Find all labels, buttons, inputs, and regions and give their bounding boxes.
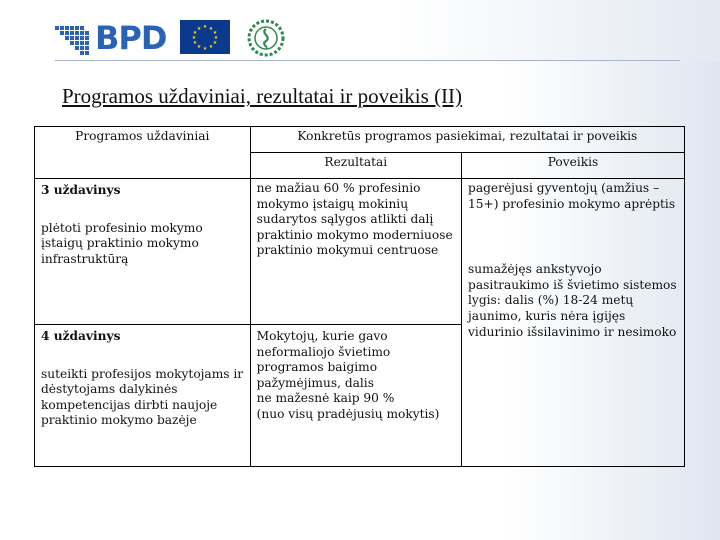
impact-cell <box>462 179 685 467</box>
task-description: suteikti profesijos mokytojams ir dėstytojams dalykinės kompetencijas dirbti naujoje praktinio mokymo bazėje <box>41 366 244 428</box>
svg-text:★: ★ <box>192 30 198 36</box>
svg-text:★: ★ <box>196 26 202 32</box>
svg-text:★: ★ <box>192 40 198 46</box>
svg-text:★: ★ <box>208 26 214 32</box>
task-cell <box>35 179 251 325</box>
svg-text:★: ★ <box>208 44 214 50</box>
impact-text-1: pagerėjusi gyventojų (amžius – 15+) profesinio mokymo aprėptis <box>468 181 676 211</box>
svg-text:★: ★ <box>202 46 208 52</box>
svg-text:★: ★ <box>202 24 208 30</box>
bpd-logo-text: BPD <box>95 19 167 57</box>
result-line: (nuo visų pradėjusių mokytis) <box>256 406 440 421</box>
svg-text:★: ★ <box>212 30 218 36</box>
impact-text-2: sumažėjęs ankstyvojo pasitraukimo iš švietimo sistemos lygis: dalis (%) 18-24 metų jaunimo, kuris nėra įgijęs vidurinio išsilavinimo ir nesimoko <box>468 262 677 339</box>
header-achievements: Konkretūs programos pasiekimai, rezultatai ir poveikis <box>250 127 684 153</box>
eu-flag-icon <box>180 20 230 54</box>
svg-text:★: ★ <box>191 35 197 41</box>
program-table <box>34 126 685 467</box>
header-impact: Poveikis <box>462 153 685 179</box>
svg-text:★: ★ <box>196 44 202 50</box>
result-cell <box>250 179 461 325</box>
header-tasks: Programos uždaviniai <box>35 127 251 179</box>
header-divider <box>55 60 680 61</box>
result-line: ne mažesnė kaip 90 % <box>256 391 395 406</box>
task-title: 4 uždavinys <box>41 329 121 343</box>
task-title: 3 uždavinys <box>41 183 121 197</box>
result-cell <box>250 325 461 467</box>
svg-text:★: ★ <box>212 40 218 46</box>
result-text: ne mažiau 60 % profesinio mokymo įstaigų mokinių sudarytos sąlygos atlikti dalį praktinio mokymo moderniuose praktinio mokymui centruose <box>256 181 453 258</box>
task-description: plėtoti profesinio mokymo įstaigų praktinio mokymo infrastruktūrą <box>41 220 203 266</box>
table-row <box>35 179 685 325</box>
svg-text:★: ★ <box>213 35 219 41</box>
task-cell <box>35 325 251 467</box>
ministry-emblem-icon <box>246 18 286 58</box>
header-results: Rezultatai <box>250 153 461 179</box>
result-line: Mokytojų, kurie gavo neformaliojo švietimo programos baigimo pažymėjimus, dalis <box>256 329 391 390</box>
page-title: Programos uždaviniai, rezultatai ir poveikis (II) <box>62 84 463 108</box>
